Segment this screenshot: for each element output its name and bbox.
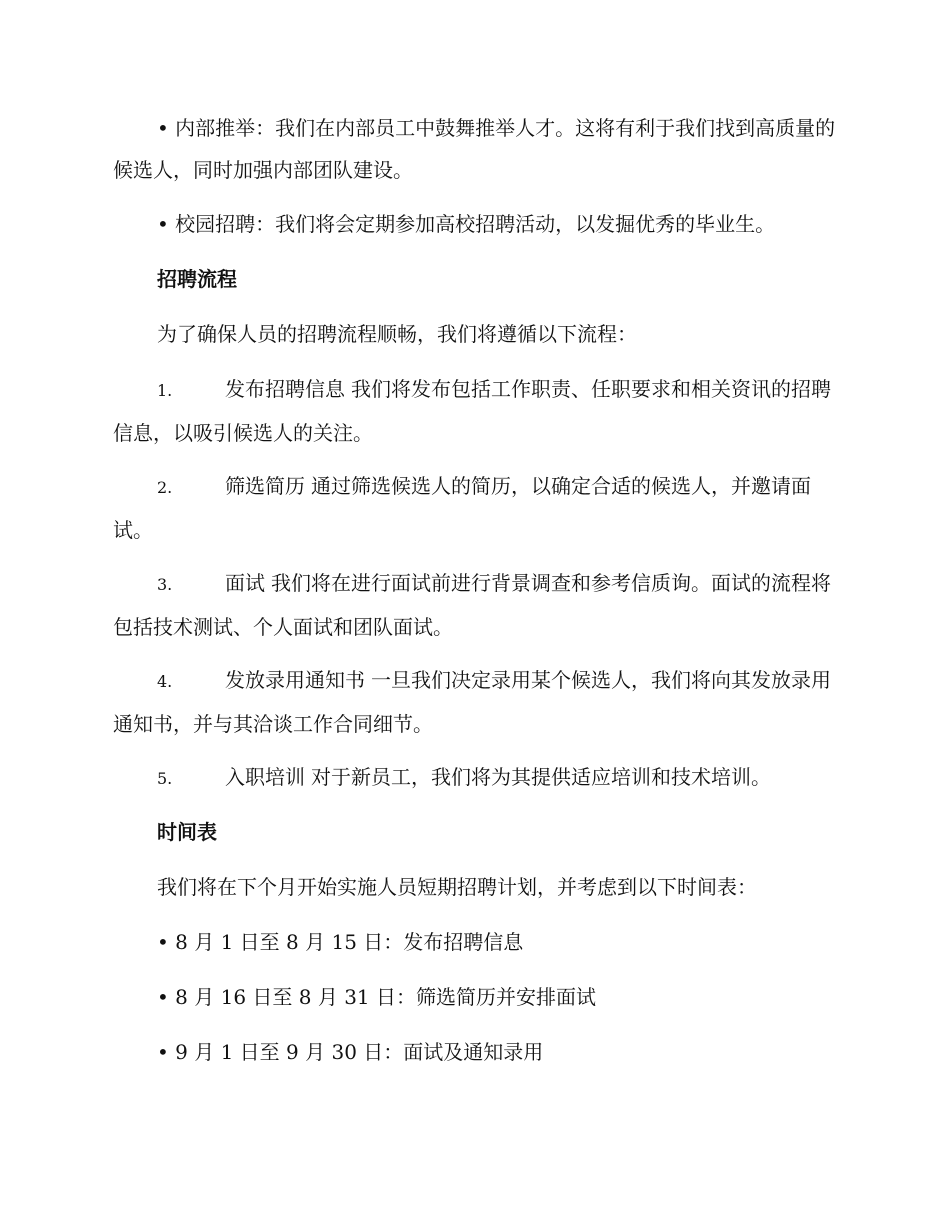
step-title: 筛选简历 bbox=[225, 474, 305, 498]
step-title: 发布招聘信息 bbox=[225, 377, 345, 401]
schedule-item-3: • 9 月 1 日至 9 月 30 日：面试及通知录用 bbox=[157, 1040, 544, 1064]
process-step-3 bbox=[113, 562, 841, 648]
step-text: 通过筛选候选人的简历，以确定合适的候选人，并邀请面试。 bbox=[113, 474, 811, 542]
step-title: 入职培训 bbox=[225, 765, 305, 789]
process-step-4 bbox=[113, 659, 841, 745]
step-number: 1. bbox=[157, 381, 173, 400]
heading-recruitment-process: 招聘流程 bbox=[157, 267, 237, 291]
bullet-campus-recruiting: • 校园招聘：我们将会定期参加高校招聘活动，以发掘优秀的毕业生。 bbox=[157, 212, 776, 236]
process-step-5 bbox=[113, 756, 841, 800]
step-text: 我们将发布包括工作职责、任职要求和相关资讯的招聘信息，以吸引候选人的关注。 bbox=[113, 377, 831, 445]
step-text: 一旦我们决定录用某个候选人，我们将向其发放录用通知书，并与其洽谈工作合同细节。 bbox=[113, 668, 831, 736]
step-text: 我们将在进行面试前进行背景调查和参考信质询。面试的流程将包括技术测试、个人面试和团队面试。 bbox=[113, 571, 831, 639]
step-title: 面试 bbox=[225, 571, 265, 595]
step-title: 发放录用通知书 bbox=[225, 668, 365, 692]
schedule-intro: 我们将在下个月开始实施人员短期招聘计划，并考虑到以下时间表： bbox=[157, 875, 757, 899]
step-number: 5. bbox=[157, 769, 173, 788]
schedule-item-2: • 8 月 16 日至 8 月 31 日：筛选简历并安排面试 bbox=[157, 985, 597, 1009]
process-step-1 bbox=[113, 368, 841, 454]
heading-schedule: 时间表 bbox=[157, 820, 217, 844]
step-number: 4. bbox=[157, 672, 173, 691]
step-number: 3. bbox=[157, 575, 173, 594]
step-text: 对于新员工，我们将为其提供适应培训和技术培训。 bbox=[311, 765, 771, 789]
process-step-2 bbox=[113, 465, 841, 551]
schedule-item-1: • 8 月 1 日至 8 月 15 日：发布招聘信息 bbox=[157, 930, 524, 954]
step-number: 2. bbox=[157, 478, 173, 497]
bullet-internal-referral: • 内部推举：我们在内部员工中鼓舞推举人才。这将有利于我们找到高质量的候选人，同时加强内部团队建设。 bbox=[113, 116, 836, 182]
process-intro: 为了确保人员的招聘流程顺畅，我们将遵循以下流程： bbox=[157, 322, 637, 346]
